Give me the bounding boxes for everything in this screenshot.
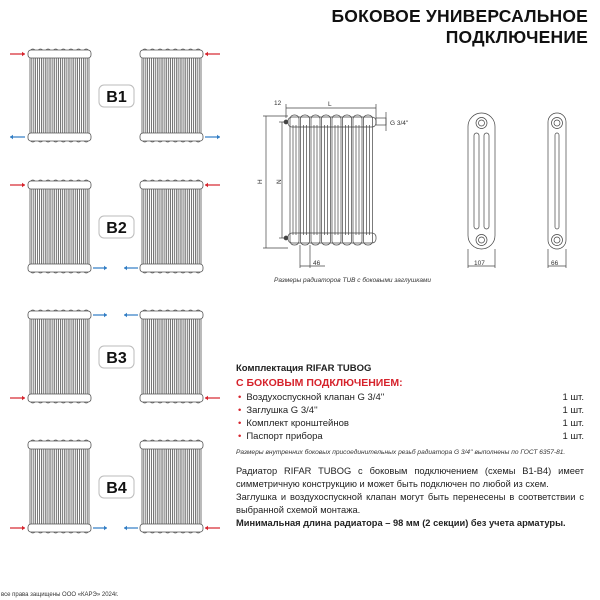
kit-item-qty: 1 шт.: [562, 405, 584, 416]
copyright-footer: все права защищены ООО «КАРЭ» 2024г.: [1, 592, 119, 598]
svg-text:B3: B3: [106, 350, 127, 367]
kit-note: Размеры внутренних боковых присоединительных резьб радиатора G 3/4'' выполнены по ГОСТ 6357-81.: [236, 449, 566, 456]
kit-item-name: Заглушка G 3/4'': [246, 405, 318, 416]
kit-subheading: С БОКОВЫМ ПОДКЛЮЧЕНИЕМ:: [236, 377, 403, 389]
radiator-left: [28, 440, 91, 533]
supply-arrow-icon: [205, 396, 220, 400]
drawing-caption: Размеры радиаторов TUB с боковыми заглушками: [274, 277, 432, 284]
kit-item-qty: 1 шт.: [562, 392, 584, 403]
kit-item: • Заглушка G 3/4'' 1 шт.: [238, 405, 584, 416]
description-p3: Минимальная длина радиатора – 98 мм (2 секции) без учета арматуры.: [236, 518, 566, 528]
radiator-left: [28, 310, 91, 403]
return-arrow-icon: [93, 313, 107, 317]
dim-height: H: [257, 179, 264, 184]
return-arrow-icon: [124, 526, 138, 530]
svg-text:B1: B1: [106, 89, 127, 106]
kit-section: [236, 363, 584, 456]
supply-arrow-icon: [10, 526, 25, 530]
return-arrow-icon: [124, 313, 138, 317]
scheme-label-b3: [99, 346, 134, 368]
dim-section: 46: [313, 260, 321, 267]
svg-text:B2: B2: [106, 220, 127, 237]
kit-item: • Комплект кронштейнов 1 шт.: [238, 418, 584, 429]
kit-item: • Паспорт прибора 1 шт.: [238, 431, 584, 442]
kit-item: • Воздухоспускной клапан G 3/4'' 1 шт.: [238, 392, 584, 403]
dim-center: N: [276, 179, 283, 184]
dim-offset: 12: [274, 100, 282, 107]
description-p2: Заглушка и воздухоспускной клапан могут быть перенесены в соответствии с выбранной схемой монтажа.: [236, 492, 584, 515]
dim-thread: G 3/4'': [390, 120, 409, 127]
supply-arrow-icon: [10, 396, 25, 400]
kit-heading: Комплектация RIFAR TUBOG: [236, 363, 372, 374]
description: [236, 465, 584, 530]
description-p1: Радиатор RIFAR TUBOG с боковым подключением (схемы B1-B4) имеет симметричную конструкцию и может быть подключен по любой из схем.: [236, 466, 584, 489]
dim-length: L: [328, 101, 332, 108]
return-arrow-icon: [93, 526, 107, 530]
title-line-2: ПОДКЛЮЧЕНИЕ: [445, 27, 588, 47]
scheme-label-b4: [99, 476, 134, 498]
radiator-right: [140, 440, 203, 533]
title-line-1: БОКОВОЕ УНИВЕРСАЛЬНОЕ: [331, 6, 588, 26]
kit-item-qty: 1 шт.: [562, 431, 584, 442]
supply-arrow-icon: [205, 526, 220, 530]
kit-item-name: Паспорт прибора: [246, 431, 323, 442]
kit-item-name: Воздухоспускной клапан G 3/4'': [246, 392, 385, 403]
svg-text:B4: B4: [106, 480, 127, 497]
dimension-drawing: [0, 0, 600, 290]
dim-depth-front: 107: [474, 260, 485, 267]
kit-item-qty: 1 шт.: [562, 418, 584, 429]
radiator-right: [140, 310, 203, 403]
kit-item-name: Комплект кронштейнов: [246, 418, 349, 429]
dim-depth-side: 66: [551, 260, 559, 267]
